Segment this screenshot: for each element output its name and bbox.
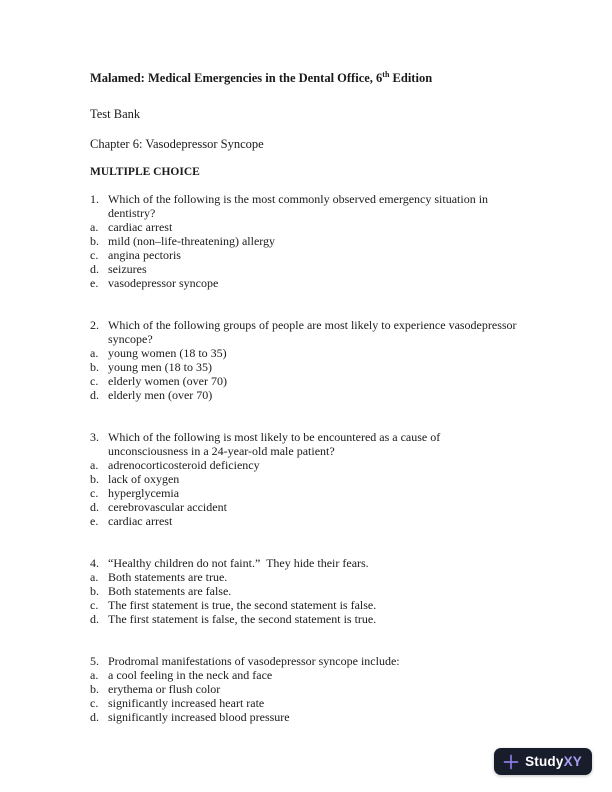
option-letter: b. xyxy=(90,584,99,598)
option-text: cardiac arrest xyxy=(108,220,173,234)
question-block xyxy=(90,556,522,626)
question-row xyxy=(90,682,522,696)
question-row xyxy=(90,472,522,486)
question-block xyxy=(90,430,522,528)
option-letter: b. xyxy=(90,360,99,374)
option-text: a cool feeling in the neck and face xyxy=(108,668,273,682)
option-letter: a. xyxy=(90,346,99,360)
question-row xyxy=(90,346,522,360)
question-number: 5. xyxy=(90,654,99,668)
question-row xyxy=(90,500,522,514)
option-text: hyperglycemia xyxy=(108,486,180,500)
question-text: Which of the following is most likely to be encountered as a cause of unconsciousness in a 24-year-old male patient? xyxy=(108,430,444,458)
question-number: 2. xyxy=(90,318,99,332)
question-row xyxy=(90,598,522,612)
question-text: Prodromal manifestations of vasodepressor syncope include: xyxy=(108,654,400,668)
question-row xyxy=(90,486,522,500)
document-title-main: Malamed: Medical Emergencies in the Dental Office, 6 xyxy=(90,71,383,85)
question-row xyxy=(90,696,522,710)
option-letter: c. xyxy=(90,598,99,612)
brand-name-primary: Study xyxy=(525,754,564,769)
document-title-suffix: Edition xyxy=(389,71,433,85)
document-body xyxy=(90,70,522,752)
question-number: 3. xyxy=(90,430,99,444)
option-letter: c. xyxy=(90,248,99,262)
questions-list xyxy=(90,192,522,724)
plus-icon xyxy=(503,754,519,770)
question-row xyxy=(90,458,522,472)
option-text: Both statements are false. xyxy=(108,584,232,598)
question-block xyxy=(90,192,522,290)
section-heading: MULTIPLE CHOICE xyxy=(90,166,200,178)
option-letter: c. xyxy=(90,486,99,500)
question-block xyxy=(90,654,522,724)
question-row xyxy=(90,556,522,570)
option-text: seizures xyxy=(108,262,147,276)
option-letter: d. xyxy=(90,612,99,626)
option-letter: b. xyxy=(90,682,99,696)
option-letter: a. xyxy=(90,458,99,472)
question-row xyxy=(90,248,522,262)
option-text: vasodepressor syncope xyxy=(108,276,219,290)
option-text: adrenocorticosteroid deficiency xyxy=(108,458,260,472)
option-letter: a. xyxy=(90,668,99,682)
option-letter: b. xyxy=(90,234,99,248)
option-letter: c. xyxy=(90,696,99,710)
question-row xyxy=(90,192,522,220)
document-subtitle: Test Bank xyxy=(90,107,141,121)
question-row xyxy=(90,360,522,374)
option-text: lack of oxygen xyxy=(108,472,180,486)
option-text: Both statements are true. xyxy=(108,570,228,584)
question-row xyxy=(90,514,522,528)
question-text: “Healthy children do not faint.” They hide their fears. xyxy=(108,556,369,570)
option-letter: e. xyxy=(90,514,99,528)
option-text: elderly women (over 70) xyxy=(108,374,227,388)
chapter-heading: Chapter 6: Vasodepressor Syncope xyxy=(90,137,264,151)
option-letter: b. xyxy=(90,472,99,486)
option-text: significantly increased blood pressure xyxy=(108,710,290,724)
question-row xyxy=(90,710,522,724)
question-number: 4. xyxy=(90,556,99,570)
question-row xyxy=(90,262,522,276)
option-letter: a. xyxy=(90,220,99,234)
option-letter: d. xyxy=(90,262,99,276)
brand-name xyxy=(525,754,582,769)
option-letter: d. xyxy=(90,500,99,514)
option-text: young women (18 to 35) xyxy=(108,346,227,360)
option-text: young men (18 to 35) xyxy=(108,360,212,374)
question-row xyxy=(90,374,522,388)
question-block xyxy=(90,318,522,402)
document-title-superscript: th xyxy=(382,69,390,79)
question-row xyxy=(90,234,522,248)
option-text: angina pectoris xyxy=(108,248,181,262)
option-text: cardiac arrest xyxy=(108,514,173,528)
question-row xyxy=(90,654,522,668)
option-text: elderly men (over 70) xyxy=(108,388,213,402)
option-text: erythema or flush color xyxy=(108,682,221,696)
question-row xyxy=(90,276,522,290)
option-text: cerebrovascular accident xyxy=(108,500,227,514)
question-number: 1. xyxy=(90,192,99,206)
question-row xyxy=(90,388,522,402)
studyxy-logo-badge xyxy=(494,748,592,775)
question-text: Which of the following is the most commonly observed emergency situation in dentistry? xyxy=(108,192,492,220)
question-row xyxy=(90,612,522,626)
question-text: Which of the following groups of people are most likely to experience vasodepressor syncope? xyxy=(108,318,520,346)
option-letter: a. xyxy=(90,570,99,584)
question-row xyxy=(90,220,522,234)
option-text: The first statement is false, the second statement is true. xyxy=(108,612,377,626)
document-title xyxy=(90,70,522,86)
question-row xyxy=(90,430,522,458)
option-letter: c. xyxy=(90,374,99,388)
option-text: significantly increased heart rate xyxy=(108,696,265,710)
option-letter: d. xyxy=(90,388,99,402)
question-row xyxy=(90,668,522,682)
option-letter: e. xyxy=(90,276,99,290)
option-text: The first statement is true, the second statement is false. xyxy=(108,598,377,612)
question-row xyxy=(90,318,522,346)
question-row xyxy=(90,584,522,598)
option-text: mild (non–life-threatening) allergy xyxy=(108,234,276,248)
question-row xyxy=(90,570,522,584)
option-letter: d. xyxy=(90,710,99,724)
brand-name-secondary: XY xyxy=(563,754,582,769)
